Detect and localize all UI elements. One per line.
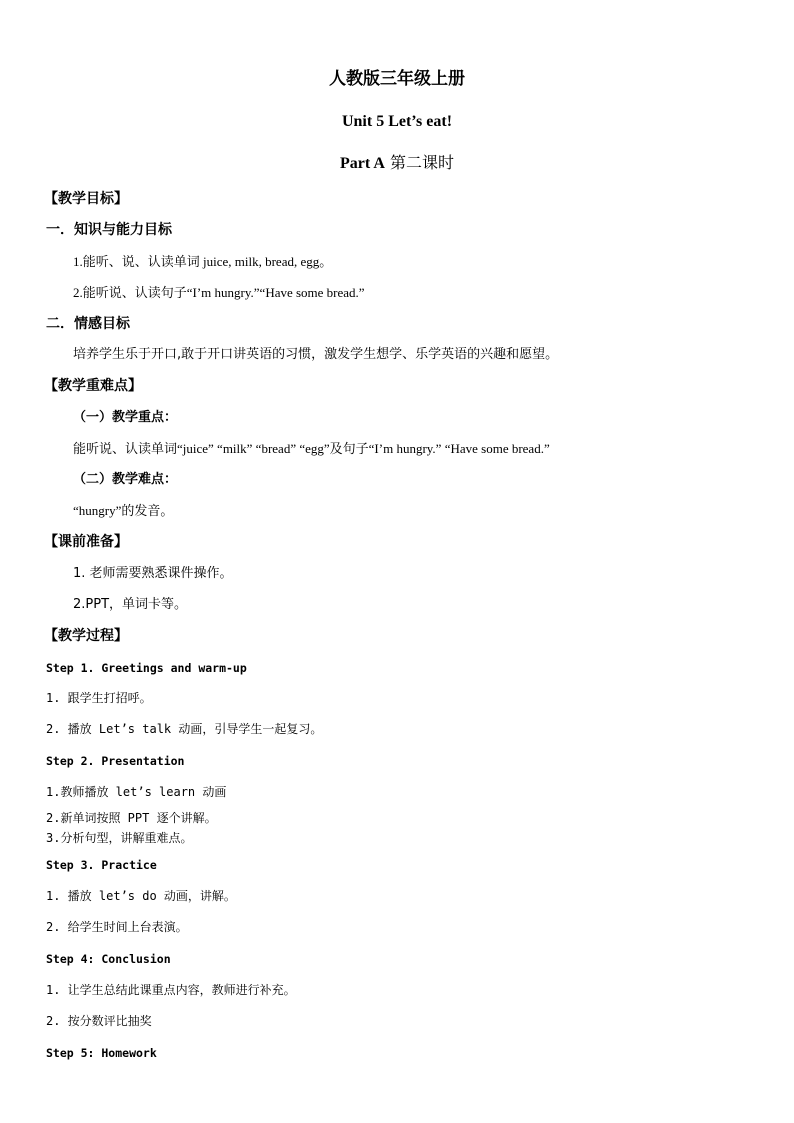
part-title-en: Part A [340,155,385,172]
difficulty-text: “hungry”的发音。 [73,503,174,518]
focus-text: 能听说、认读单词“juice” “milk” “bread” “egg”及句子“I’m hungry.” “Have some bread.” [73,441,550,456]
objective-item-1: 1.能听、说、认读单词 juice, milk, bread, egg。 [73,254,333,269]
focus-title: （一）教学重点： [73,410,178,425]
preparation-heading: 【课前准备】 [44,534,128,550]
part-title [0,152,794,175]
preparation-item-1: 1. 老师需要熟悉课件操作。 [73,566,233,581]
objective-item-2: 2.能听说、认读句子“I’m hungry.”“Have some bread.” [73,285,365,300]
emotion-text: 培养学生乐于开口,敢于开口讲英语的习惯，激发学生想学、乐学英语的兴趣和愿望。 [73,347,559,362]
step4-title: Step 4: Conclusion [46,952,171,966]
step1-item-1: 1. 跟学生打招呼。 [46,691,152,705]
step4-item-1: 1. 让学生总结此课重点内容，教师进行补充。 [46,983,296,997]
step4-item-2: 2. 按分数评比抽奖 [46,1014,152,1028]
unit-title: Unit 5 Let’s eat! [341,113,453,130]
step5-title: Step 5: Homework [46,1046,157,1060]
process-heading: 【教学过程】 [44,628,128,644]
step3-title: Step 3. Practice [46,858,157,872]
step3-item-1: 1. 播放 let’s do 动画，讲解。 [46,889,236,903]
step1-title: Step 1. Greetings and warm-up [46,661,247,675]
difficulty-title: （二）教学难点： [73,472,178,487]
step2-item-3: 3.分析句型，讲解重难点。 [46,831,193,845]
emotion-section-title: 二．情感目标 [46,316,130,332]
step2-item-2: 2.新单词按照 PPT 逐个讲解。 [46,811,217,825]
step1-item-2: 2. 播放 Let’s talk 动画，引导学生一起复习。 [46,722,323,736]
step2-item-1: 1.教师播放 let’s learn 动画 [46,785,227,799]
objectives-heading: 【教学目标】 [44,191,128,207]
step3-item-2: 2. 给学生时间上台表演。 [46,920,188,934]
keypoints-heading: 【教学重难点】 [44,378,142,394]
step2-title: Step 2. Presentation [46,754,185,768]
document-title: 人教版三年级上册 [329,69,465,89]
part-title-cn: 第二课时 [384,153,454,172]
knowledge-section-title: 一．知识与能力目标 [46,222,172,238]
preparation-item-2: 2.PPT，单词卡等。 [73,597,188,612]
